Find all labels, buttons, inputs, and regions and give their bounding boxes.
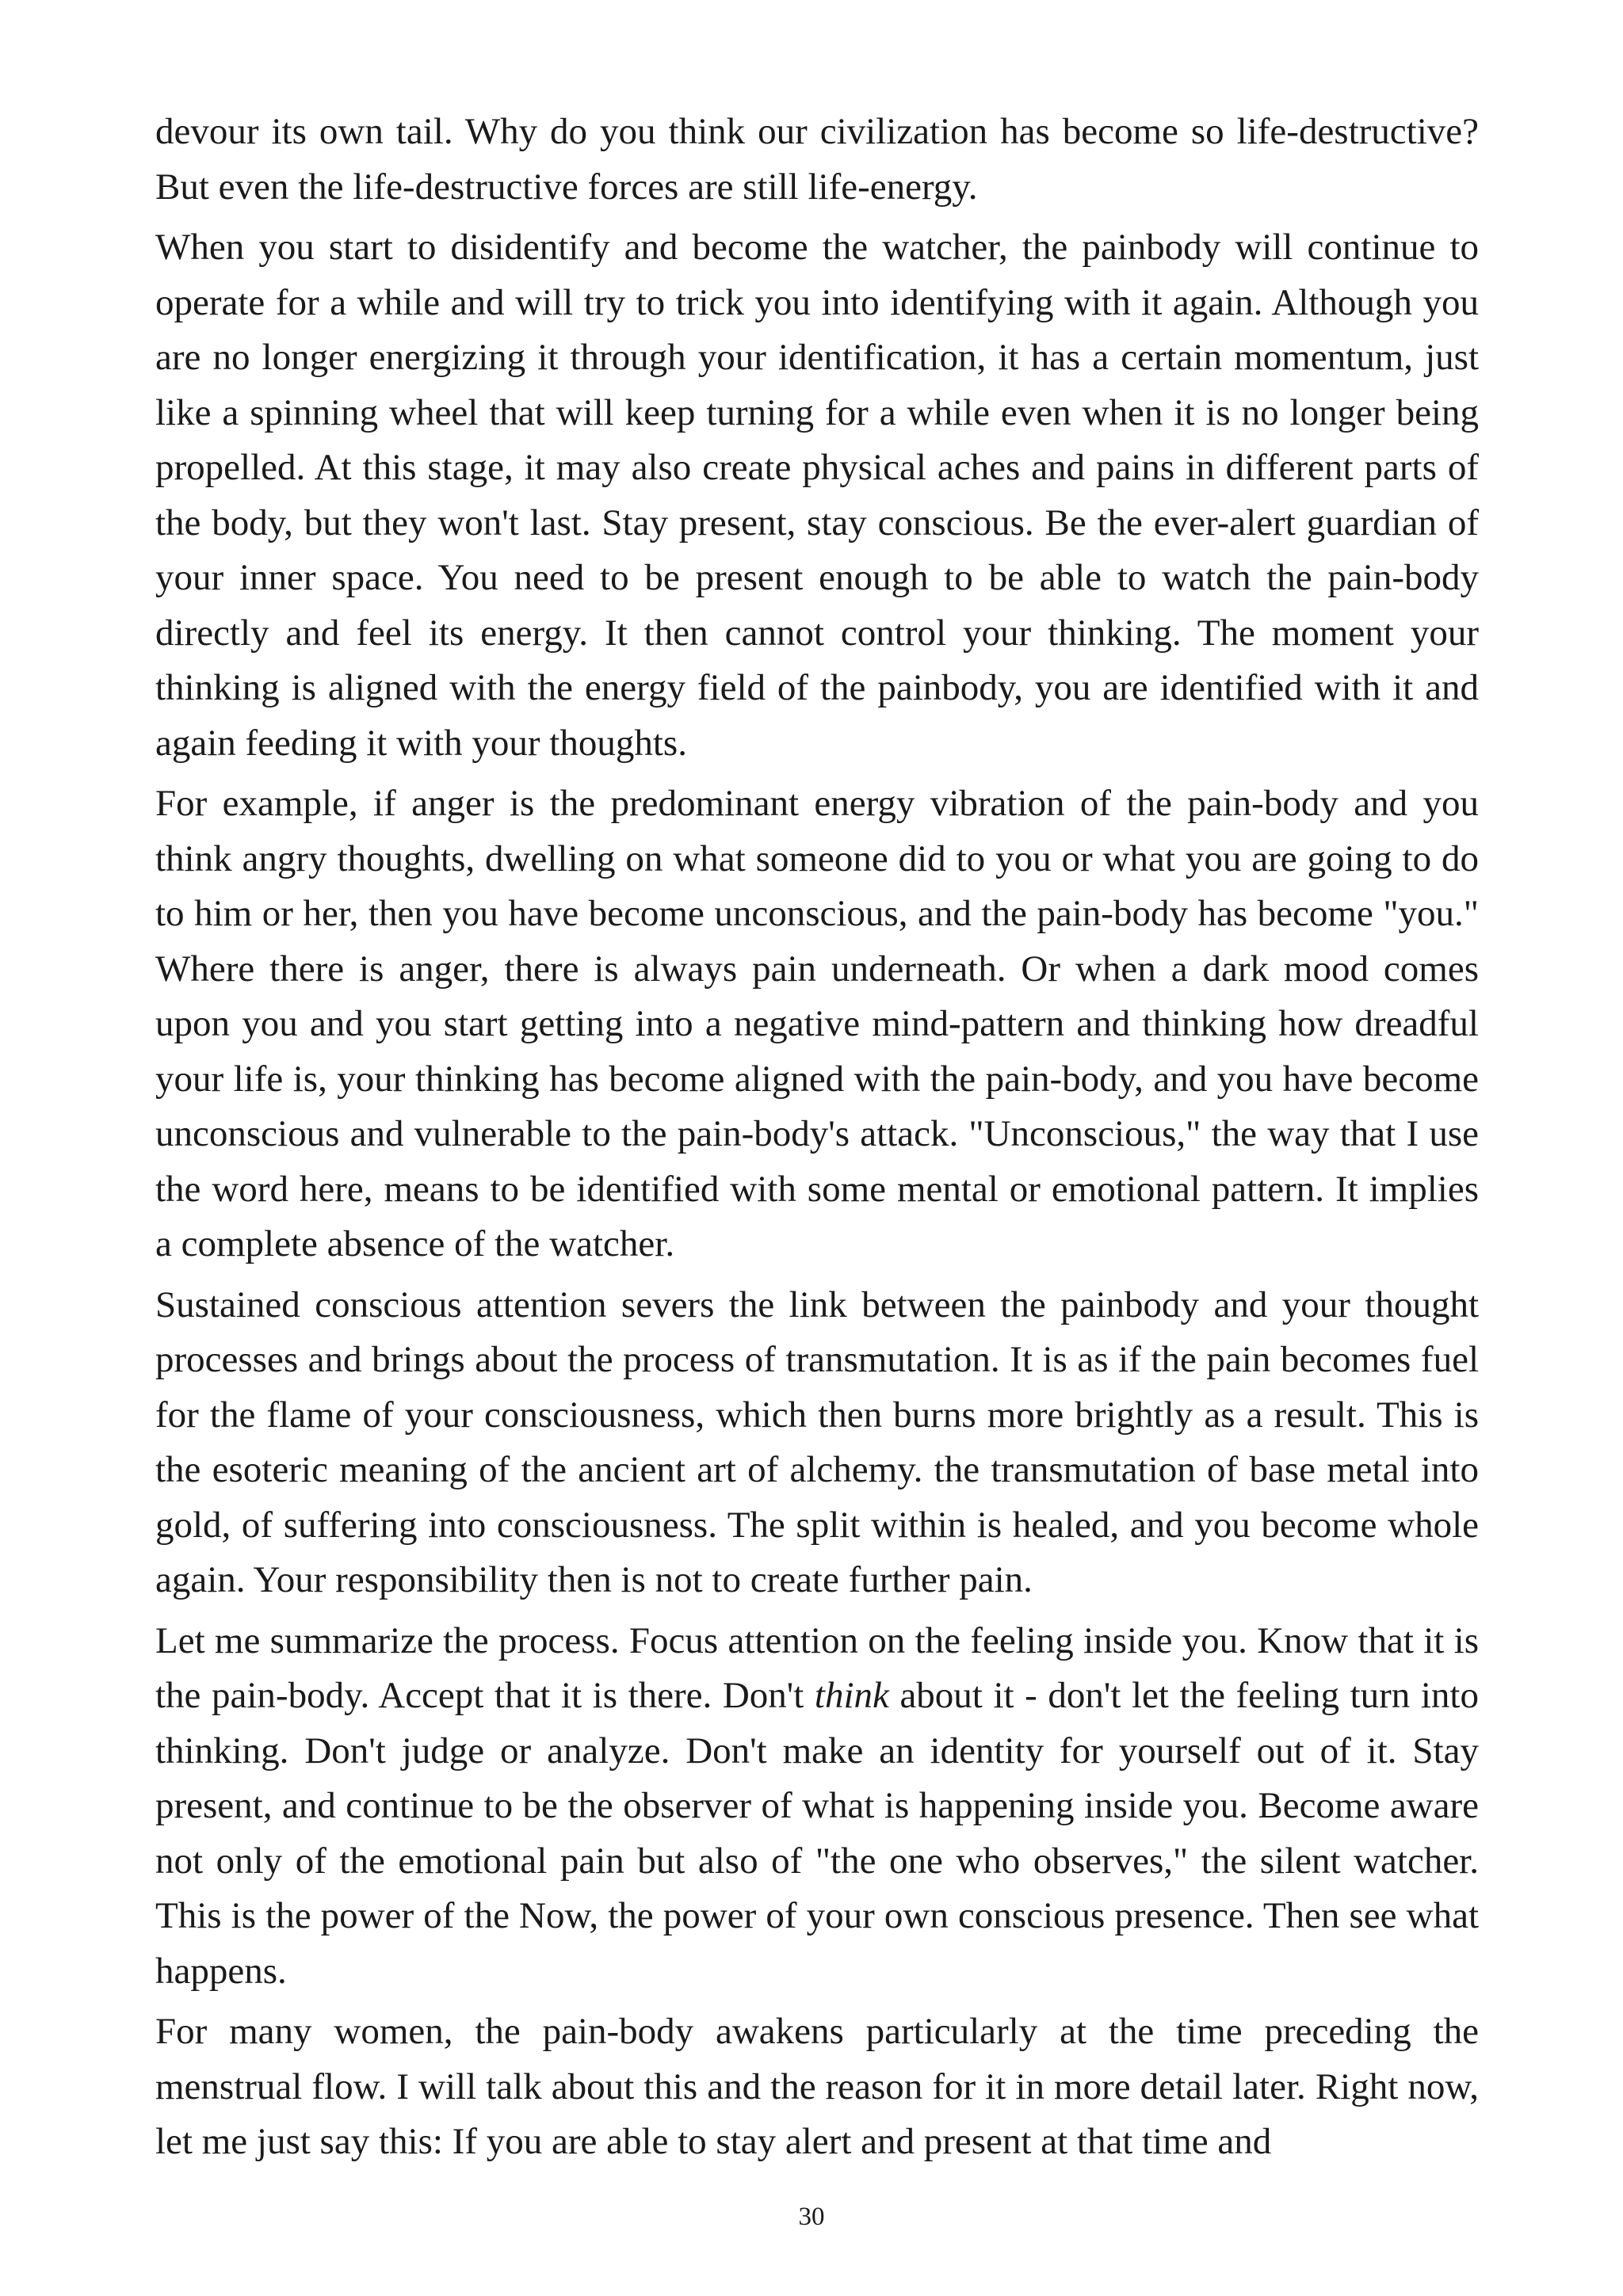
text-run: When you start to disidentify and become the watcher, the painbody will continue to operate for a while and will try to trick you into identifying with it again. Although you are no longer energizing it through your identification, it has a certain momentum, just like a spinning wheel that will keep turning for a while even when it is no longer being propelled. At this stage, it may also create physical aches and pains in different parts of the body, but they won't last. Stay present, stay conscious. Be the ever-alert guardian of your inner space. You need to be present enough to be able to watch the pain-body directly and feel its energy. It then cannot control your thinking. The moment your thinking is aligned with the energy field of the painbody, you are identified with it and again feeding it with your thoughts.	[155, 227, 1479, 764]
paragraph	[155, 105, 1479, 215]
text-run: For example, if anger is the predominant energy vibration of the pain-body and you think angry thoughts, dwelling on what someone did to you or what you are going to do to him or her, then you have become unconscious, and the pain-body has become "you." Where there is anger, there is always pain underneath. Or when a dark mood comes upon you and you start getting into a negative mind-pattern and thinking how dreadful your life is, your thinking has become aligned with the pain-body, and you have become unconscious and vulnerable to the pain-body's attack. "Unconscious," the way that I use the word here, means to be identified with some mental or emotional pattern. It implies a complete absence of the watcher.	[155, 783, 1479, 1264]
text-run: about it - don't let the feeling turn into thinking. Don't judge or analyze. Don't make an identity for yourself out of it. Stay present, and continue to be the observer of what is happening inside you. Become aware not only of the emotional pain but also of "the one who observes," the silent watcher. This is the power of the Now, the power of your own conscious presence. Then see what happens.	[155, 1675, 1479, 1992]
paragraph	[155, 2004, 1479, 2170]
emphasized-word: think	[814, 1675, 889, 1716]
text-run: Let me summarize the process. Focus attention on the feeling inside you. Know that it is the pain-body. Accept that it is there. Don't	[155, 1619, 1479, 1716]
page-number: 30	[798, 2203, 825, 2231]
text-run: For many women, the pain-body awakens particularly at the time preceding the menstrual flow. I will talk about this and the reason for it in more detail later. Right now, let me just say this: If you are able to stay alert and present at that time and	[155, 2011, 1479, 2162]
body-text	[155, 105, 1479, 2176]
text-run: devour its own tail. Why do you think our civilization has become so life-destructive? But even the life-destructive forces are still life-energy.	[155, 111, 1479, 208]
text-run: Sustained conscious attention severs the link between the painbody and your thought processes and brings about the process of transmutation. It is as if the pain becomes fuel for the flame of your consciousness, which then burns more brightly as a result. This is the esoteric meaning of the ancient art of alchemy. the transmutation of base metal into gold, of suffering into consciousness. The split within is healed, and you become whole again. Your responsibility then is not to create further pain.	[155, 1283, 1479, 1600]
paragraph	[155, 220, 1479, 771]
paragraph	[155, 776, 1479, 1272]
paragraph	[155, 1614, 1479, 2000]
paragraph	[155, 1278, 1479, 1608]
